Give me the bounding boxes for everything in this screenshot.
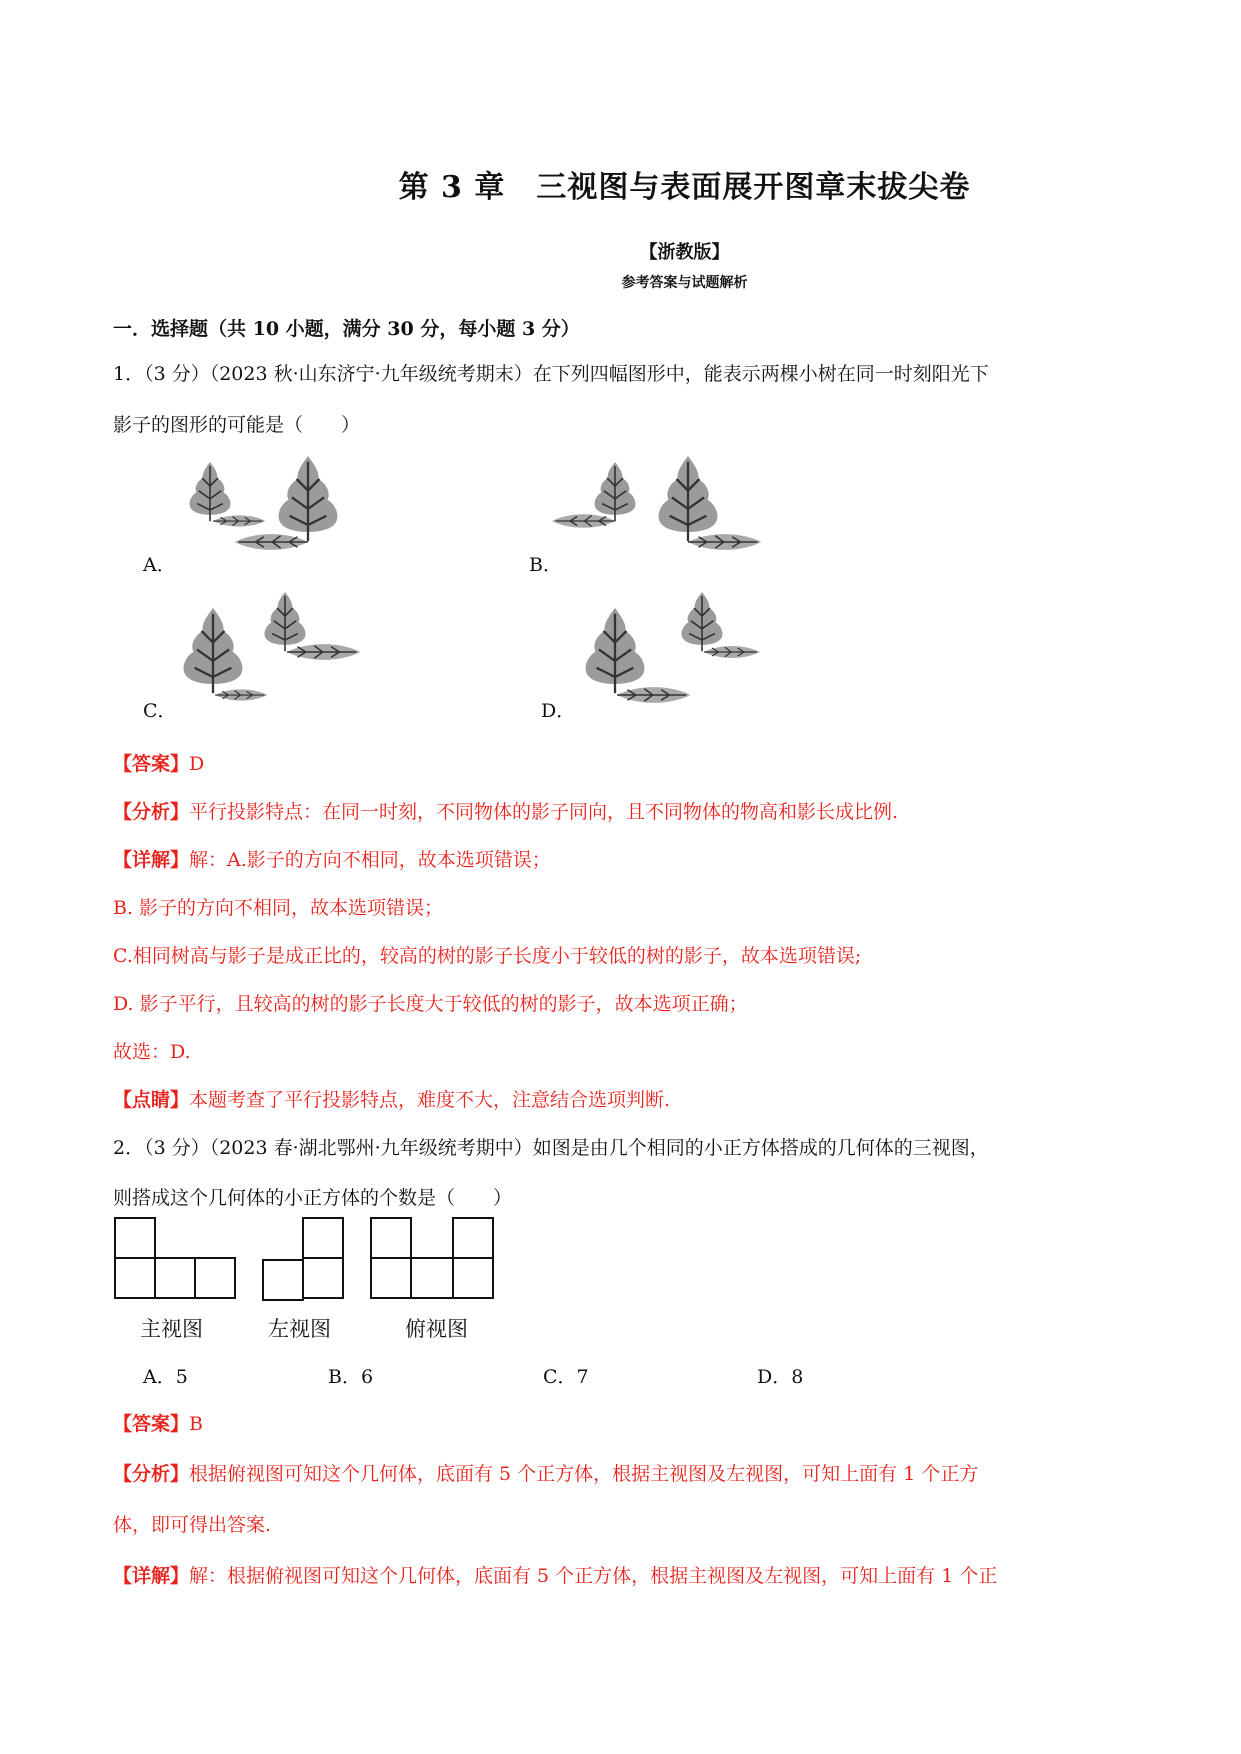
q2-option-c: C．7 — [543, 1366, 589, 1388]
subtitle: 参考答案与试题解析 — [621, 275, 748, 291]
q2-left-view-label: 左视图 — [268, 1317, 331, 1341]
q1-detail-line: B. 影子的方向不相同，故本选项错误； — [113, 897, 444, 919]
section-heading: 一．选择题（共 10 小题，满分 30 分，每小题 3 分） — [113, 318, 580, 340]
q2-answer: 【答案】B — [113, 1413, 203, 1435]
q2-detail: 【详解】解：根据俯视图可知这个几何体，底面有 5 个正方体，根据主视图及左视图，可知上面有 1 个正 — [113, 1565, 998, 1587]
q2-analysis: 【分析】根据俯视图可知这个几何体，底面有 5 个正方体，根据主视图及左视图，可知上面有 1 个正方 — [113, 1463, 979, 1485]
q1-stem-line2: 影子的图形的可能是（ ） — [113, 414, 361, 436]
q1-stem-line1: 1．（3 分）（2023 秋·山东济宁·九年级统考期末）在下列四幅图形中，能表示两棵小树在同一时刻阳光下 — [113, 363, 989, 385]
q1-option-c: C． — [143, 700, 177, 722]
q1-option-a: A． — [143, 554, 176, 576]
q1-detail-line: D. 影子平行，且较高的树的影子长度大于较低的树的影子，故本选项正确； — [113, 993, 748, 1015]
q2-analysis-line2: 体，即可得出答案. — [113, 1514, 272, 1536]
q1-detail-line: C.相同树高与影子是成正比的，较高的树的影子长度小于较低的树的影子，故本选项错误; — [113, 945, 862, 967]
q1-detail-line: 故选：D. — [113, 1041, 191, 1063]
q1-detail: 【详解】解：A.影子的方向不相同，故本选项错误； — [113, 849, 551, 871]
q1-option-b-figure — [560, 440, 780, 555]
page-title: 第 3 章 三视图与表面展开图章末拔尖卷 — [398, 170, 971, 205]
q1-option-d: D． — [541, 700, 576, 722]
q2-front-view — [115, 1218, 240, 1303]
q2-top-view-label: 俯视图 — [405, 1317, 468, 1341]
edition-label: 【浙教版】 — [639, 242, 730, 263]
q1-option-c-figure — [175, 595, 395, 710]
q2-stem-line2: 则搭成这个几何体的小正方体的个数是（ ） — [113, 1187, 513, 1209]
q2-left-view — [263, 1218, 353, 1303]
q1-analysis: 【分析】平行投影特点：在同一时刻，不同物体的影子同向，且不同物体的物高和影长成比例. — [113, 801, 899, 823]
q2-top-view — [371, 1218, 501, 1303]
q2-option-a: A．5 — [143, 1366, 188, 1388]
q1-answer: 【答案】D — [113, 753, 205, 775]
q2-option-d: D．8 — [757, 1366, 804, 1388]
q1-option-b: B． — [529, 554, 562, 576]
q1-comment: 【点睛】本题考查了平行投影特点，难度不大，注意结合选项判断. — [113, 1089, 671, 1111]
q1-option-d-figure — [570, 595, 790, 710]
q2-stem-line1: 2．（3 分）（2023 春·湖北鄂州·九年级统考期中）如图是由几个相同的小正方体搭成的几何体的三视图， — [113, 1137, 989, 1159]
q2-option-b: B．6 — [328, 1366, 374, 1388]
q1-option-a-figure — [180, 440, 370, 555]
q2-front-view-label: 主视图 — [140, 1317, 203, 1341]
